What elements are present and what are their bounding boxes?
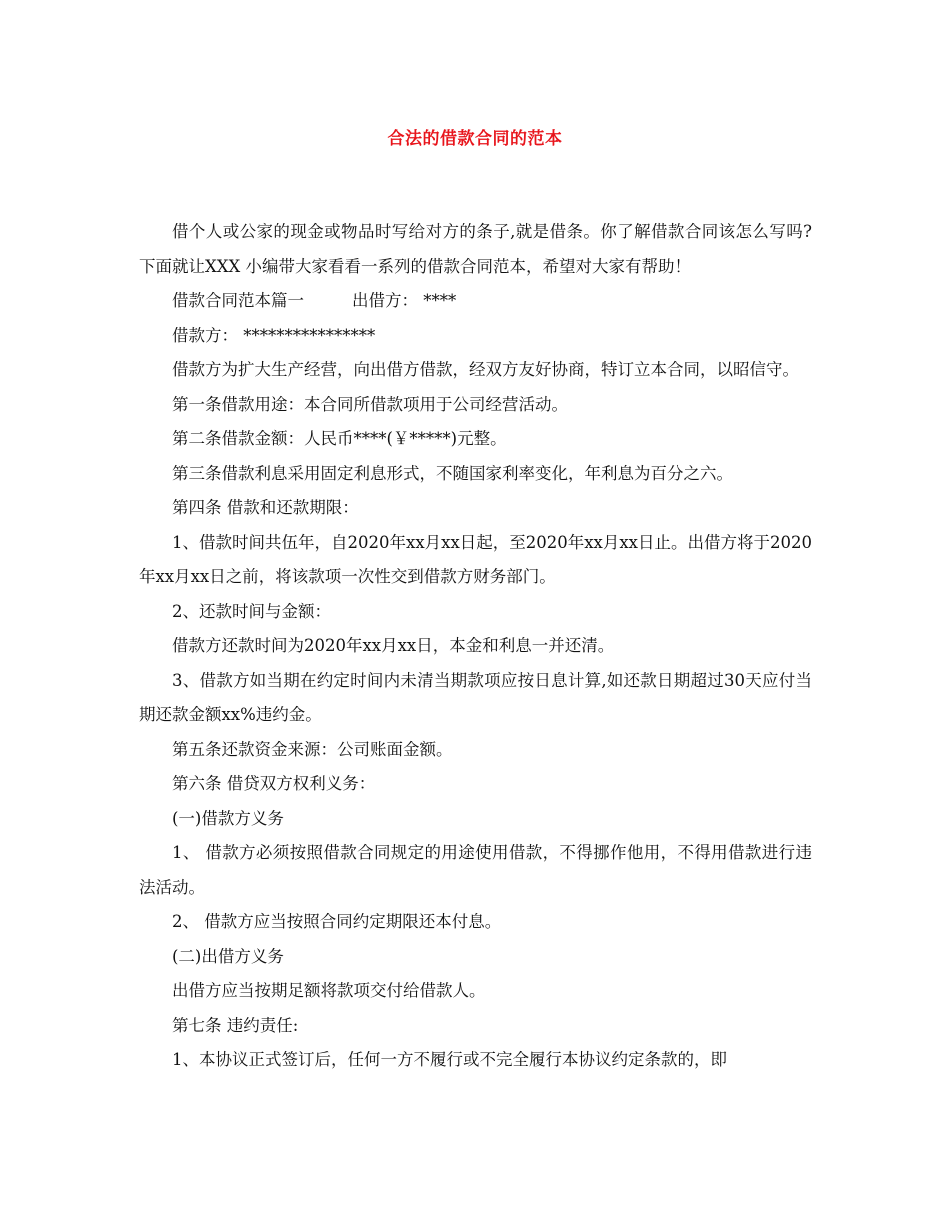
purpose-paragraph: 借款方为扩大生产经营，向出借方借款，经双方友好协商，特订立本合同，以昭信守。 (172, 360, 799, 379)
document-body (139, 215, 812, 1078)
document-title: 合法的借款合同的范本 (387, 129, 563, 149)
article-7-heading: 第七条 违约责任: (172, 1015, 299, 1035)
article-3: 第三条借款利息采用固定利息形式，不随国家利率变化，年利息为百分之六。 (172, 463, 733, 483)
sample-heading: 借款合同范本篇一 (172, 291, 304, 310)
article-7-item-1: 1、本协议正式签订后，任何一方不履行或不完全履行本协议约定条款的，即 (172, 1050, 727, 1069)
article-4-item-2: 2、还款时间与金额： (172, 601, 331, 621)
lender-line: 出借方： **** (352, 291, 457, 310)
borrower-obligation-2: 2、 借款方应当按照合同约定期限还本付息。 (172, 912, 502, 931)
lender-obligations-heading: (二)出借方义务 (172, 946, 284, 966)
borrower-line: 借款方： **************** (172, 325, 376, 345)
article-2: 第二条借款金额：人民币****(￥*****)元整。 (172, 429, 507, 448)
article-4-heading: 第四条 借款和还款期限： (172, 498, 359, 517)
article-4-item-3: 3、借款方如当期在约定时间内未清当期款项应按日息计算,如还款日期超过30天应付当期还款金额xx%违约金。 (139, 670, 812, 724)
article-1: 第一条借款用途：本合同所借款项用于公司经营活动。 (172, 394, 568, 414)
sample-heading-line (139, 284, 812, 319)
borrower-obligation-1: 1、 借款方必须按照借款合同规定的用途使用借款，不得挪作他用，不得用借款进行违法活动。 (139, 843, 812, 897)
article-5: 第五条还款资金来源：公司账面金额。 (172, 739, 453, 759)
borrower-obligations-heading: (一)借款方义务 (172, 808, 284, 828)
lender-obligation: 出借方应当按期足额将款项交付给借款人。 (172, 981, 486, 1000)
article-4-item-1: 1、借款时间共伍年，自2020年xx月xx日起，至2020年xx月xx日止。出借方将于2020年xx月xx日之前，将该款项一次性交到借款方财务部门。 (139, 532, 812, 586)
repayment-time: 借款方还款时间为2020年xx月xx日，本金和利息一并还清。 (172, 636, 615, 655)
intro-paragraph: 借个人或公家的现金或物品时写给对方的条子,就是借条。你了解借款合同该怎么写吗?下面就让XXX 小编带大家看看一系列的借款合同范本，希望对大家有帮助！ (139, 222, 812, 276)
article-6-heading: 第六条 借贷双方权利义务： (172, 774, 376, 793)
